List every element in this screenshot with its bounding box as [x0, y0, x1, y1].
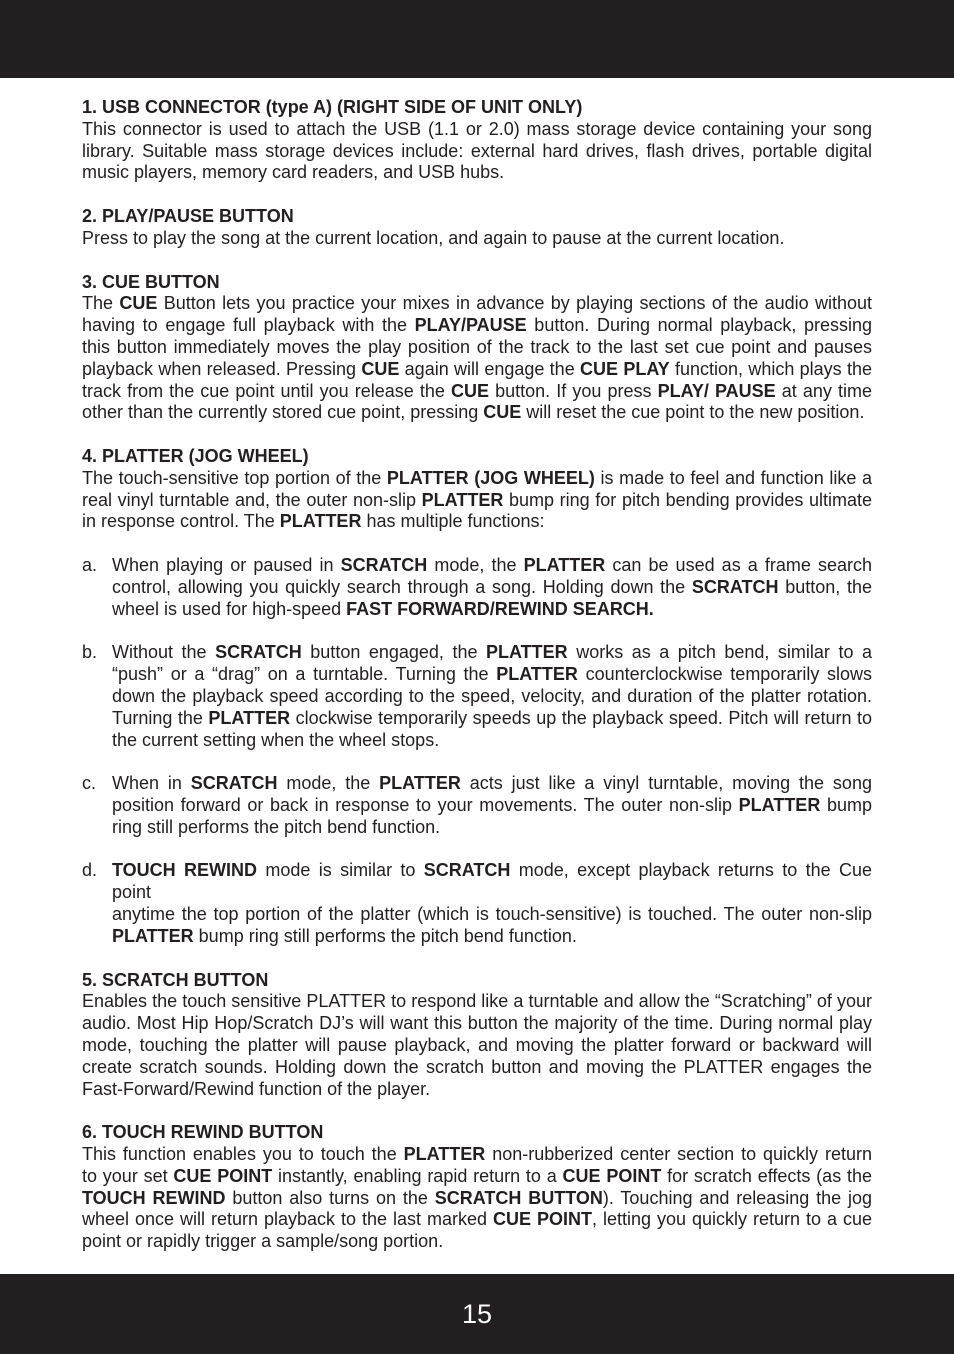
text-segment: instantly, enabling rapid return to a [272, 1165, 563, 1186]
bold-text: CUE [483, 402, 522, 423]
text-segment: Turning the [112, 707, 209, 728]
text-line [82, 162, 872, 184]
bold-text: CUE POINT [562, 1165, 662, 1186]
bold-text: PLAY/ PAUSE [657, 380, 776, 401]
section [82, 97, 872, 184]
text-line [82, 381, 872, 403]
text-segment: button also turns on the [225, 1187, 435, 1208]
text-segment: acts just like a vinyl turntable, moving the song [460, 773, 872, 794]
text-line [82, 359, 872, 381]
bold-text: SCRATCH [691, 576, 779, 597]
text-segment: non-rubberized center section to quickly return [485, 1144, 872, 1164]
bold-text: PLATTER [279, 511, 362, 532]
text-line [82, 1209, 872, 1231]
bold-text: CUE PLAY [580, 358, 670, 379]
text-segment: track from the cue point until you release the [82, 380, 451, 401]
bold-text: PLATTER [421, 489, 504, 510]
list-item [82, 860, 872, 947]
text-segment: wheel once will return playback to the last marked [82, 1209, 493, 1230]
section-heading: 5. SCRATCH BUTTON [82, 969, 269, 990]
paragraph [82, 228, 872, 250]
text-segment: mode is similar to [257, 860, 424, 881]
section-heading: 2. PLAY/PAUSE BUTTON [82, 206, 294, 227]
text-segment: This connector is used to attach the USB (1.1 or 2.0) mass storage device containing your song [82, 118, 872, 139]
bold-text: FAST FORWARD/REWIND SEARCH. [346, 598, 654, 619]
bold-text: PLATTER [379, 773, 461, 794]
text-line [82, 991, 872, 1013]
text-line [82, 119, 872, 141]
text-segment: Fast-Forward/Rewind function of the player. [82, 1078, 431, 1099]
text-line [112, 577, 872, 599]
text-line [82, 468, 872, 490]
text-line [112, 860, 872, 904]
text-line [82, 1144, 872, 1166]
text-segment: ring still performs the pitch bend function. [112, 816, 441, 837]
text-segment: wheel is used for high-speed [112, 598, 347, 619]
bold-text: PLATTER [523, 555, 606, 576]
text-line [112, 555, 872, 577]
text-segment: bump ring for pitch bending provides ultimate [503, 489, 873, 510]
bold-text: CUE POINT [173, 1165, 273, 1186]
list-item [82, 642, 872, 751]
section [82, 206, 872, 250]
text-segment: control, allowing you quickly search through a song. Holding down the [112, 576, 692, 597]
bold-text: PLATTER [208, 707, 291, 728]
list-marker: a. [82, 555, 98, 576]
text-segment: ). Touching and releasing the jog [602, 1187, 872, 1208]
text-segment: other than the currently stored cue point, pressing [82, 402, 484, 423]
text-line [112, 773, 872, 795]
text-line [82, 228, 872, 250]
text-segment: works as a pitch bend, similar to a [567, 642, 872, 663]
list-marker: c. [82, 773, 97, 794]
bold-text: SCRATCH [340, 555, 428, 576]
text-line [82, 1166, 872, 1188]
text-segment: point or rapidly trigger a sample/song portion. [82, 1231, 444, 1252]
text-segment: position forward or back in response to your movements. The outer non-slip [112, 795, 739, 815]
text-line [82, 315, 872, 337]
text-segment: to your set [82, 1165, 174, 1186]
text-segment: mode, the [427, 555, 524, 576]
bold-text: PLATTER [496, 664, 578, 685]
text-segment: Press to play the song at the current location, and again to pause at the current location. [82, 227, 785, 248]
paragraph [82, 119, 872, 184]
bold-text: SCRATCH [190, 773, 278, 794]
paragraph [82, 293, 872, 424]
text-segment: The [82, 293, 120, 314]
text-segment: this button immediately moves the play position of the track to the last set cue point and pauses [82, 336, 872, 357]
paragraph-text [112, 860, 872, 947]
bold-text: PLATTER [112, 925, 194, 946]
paragraph [82, 468, 872, 533]
bold-text: TOUCH REWIND [112, 860, 258, 881]
text-segment: playback when released. Pressing [82, 358, 362, 379]
section-heading: 6. TOUCH REWIND BUTTON [82, 1122, 324, 1143]
text-segment: audio. Most Hip Hop/Scratch DJ’s will want this button the majority of the time. During normal play [82, 1013, 872, 1034]
text-segment: bump ring still performs the pitch bend function. [193, 925, 577, 946]
text-line [82, 1231, 872, 1253]
text-segment: for scratch effects (as the [661, 1165, 872, 1186]
text-line [112, 664, 872, 686]
bold-text: PLATTER [738, 795, 821, 815]
list-marker: d. [82, 860, 98, 881]
text-line [112, 904, 872, 926]
bold-text: SCRATCH [423, 860, 511, 881]
text-segment: clockwise temporarily speeds up the playback speed. Pitch will return to [290, 707, 872, 728]
text-line [82, 1188, 872, 1210]
text-segment: can be used as a frame search [605, 555, 873, 576]
bold-text: CUE [451, 380, 490, 401]
text-line [112, 730, 872, 752]
text-line [82, 490, 872, 512]
paragraph-text [112, 773, 872, 838]
footer-bar [0, 1274, 954, 1354]
paragraph-text [82, 228, 872, 250]
text-segment: mode, the [277, 773, 380, 794]
bold-text: CUE [119, 293, 158, 314]
page-number: 15 [461, 1298, 493, 1329]
bold-text: PLATTER (JOG WHEEL) [386, 467, 595, 488]
section [82, 970, 872, 1101]
text-segment: mode, except playback returns to the Cue point [112, 860, 873, 903]
text-segment: button engaged, the [301, 642, 487, 663]
text-segment: mode, touching the platter will pause playback, and moving the platter forward or backward will [82, 1034, 872, 1055]
section [82, 446, 872, 948]
bold-text: CUE POINT [493, 1209, 592, 1230]
text-segment: has multiple functions: [361, 511, 545, 532]
paragraph-text [82, 119, 872, 184]
text-line [82, 1035, 872, 1057]
text-segment: The touch-sensitive top portion of the [82, 467, 387, 488]
text-segment: again will engage the [399, 358, 581, 379]
text-segment: button, the [778, 576, 872, 597]
bold-text: SCRATCH [215, 642, 302, 663]
text-segment: button. If you press [489, 380, 658, 401]
section [82, 272, 872, 425]
text-segment: When in [112, 773, 191, 794]
text-segment: at any time [775, 380, 872, 401]
text-segment: Enables the touch sensitive PLATTER to respond like a turntable and allow the “Scratching” of your [82, 991, 872, 1012]
text-segment: , letting you quickly return to a cue [592, 1209, 872, 1230]
text-segment: down the playback speed according to the speed, velocity, and duration of the platter rotation. [112, 685, 872, 706]
paragraph-text [112, 555, 872, 620]
text-segment: will reset the cue point to the new position. [521, 402, 865, 423]
section-heading: 1. USB CONNECTOR (type A) (RIGHT SIDE OF UNIT ONLY) [82, 97, 583, 117]
text-segment: function, which plays the [669, 358, 872, 379]
paragraph-text [112, 642, 872, 751]
section-heading: 3. CUE BUTTON [82, 271, 220, 292]
bold-text: CUE [361, 358, 400, 379]
text-segment: create scratch sounds. Holding down the scratch button and moving the PLATTER engages the [82, 1056, 872, 1077]
bold-text: TOUCH REWIND [82, 1187, 226, 1208]
text-segment: counterclockwise temporarily slows [577, 664, 873, 685]
paragraph [82, 991, 872, 1100]
text-segment: real vinyl turntable and, the outer non-slip [82, 489, 422, 510]
text-segment: in response control. The [82, 511, 280, 532]
list-item [82, 773, 872, 838]
text-line [82, 141, 872, 163]
text-segment: having to engage full playback with the [82, 315, 415, 336]
list-item [82, 555, 872, 620]
text-line [112, 817, 872, 839]
paragraph-text [82, 468, 872, 533]
text-segment: library. Suitable mass storage devices include: external hard drives, flash drives, portable digital [82, 140, 872, 161]
text-line [82, 1013, 872, 1035]
text-line [112, 599, 872, 621]
text-segment: When playing or paused in [112, 555, 341, 576]
text-line [82, 293, 872, 315]
text-line [112, 926, 872, 948]
paragraph [82, 1144, 872, 1253]
text-segment: Without the [112, 642, 216, 663]
text-line [82, 337, 872, 359]
bold-text: PLAY/PAUSE [414, 315, 527, 336]
text-line [112, 686, 872, 708]
text-segment: music players, memory card readers, and USB hubs. [82, 162, 505, 183]
section [82, 1122, 872, 1253]
text-segment: the current setting when the wheel stops. [112, 729, 440, 750]
text-line [82, 1079, 872, 1101]
section-heading: 4. PLATTER (JOG WHEEL) [82, 446, 309, 466]
header-bar [0, 0, 954, 78]
bold-text: PLATTER [403, 1144, 486, 1164]
text-segment: “push” or a “drag” on a turntable. Turning the [112, 664, 497, 685]
list-marker: b. [82, 642, 98, 663]
text-segment: button. During normal playback, pressing [526, 315, 872, 336]
text-line [112, 795, 872, 817]
text-line [82, 402, 872, 424]
text-line [82, 1057, 872, 1079]
text-segment: bump [820, 795, 872, 815]
bold-text: SCRATCH BUTTON [434, 1187, 603, 1208]
paragraph-text [82, 991, 872, 1100]
text-segment: anytime the top portion of the platter (which is touch-sensitive) is touched. The outer non-slip [112, 904, 872, 925]
text-line [112, 708, 872, 730]
bold-text: PLATTER [486, 642, 568, 663]
paragraph-text [82, 1144, 872, 1253]
page-content [82, 97, 872, 1253]
text-line [82, 511, 872, 533]
paragraph-text [82, 293, 872, 424]
text-segment: Button lets you practice your mixes in advance by playing sections of the audio without [157, 293, 872, 314]
text-line [112, 642, 872, 664]
text-segment: is made to feel and function like a [594, 467, 872, 488]
text-segment: This function enables you to touch the [82, 1144, 404, 1164]
